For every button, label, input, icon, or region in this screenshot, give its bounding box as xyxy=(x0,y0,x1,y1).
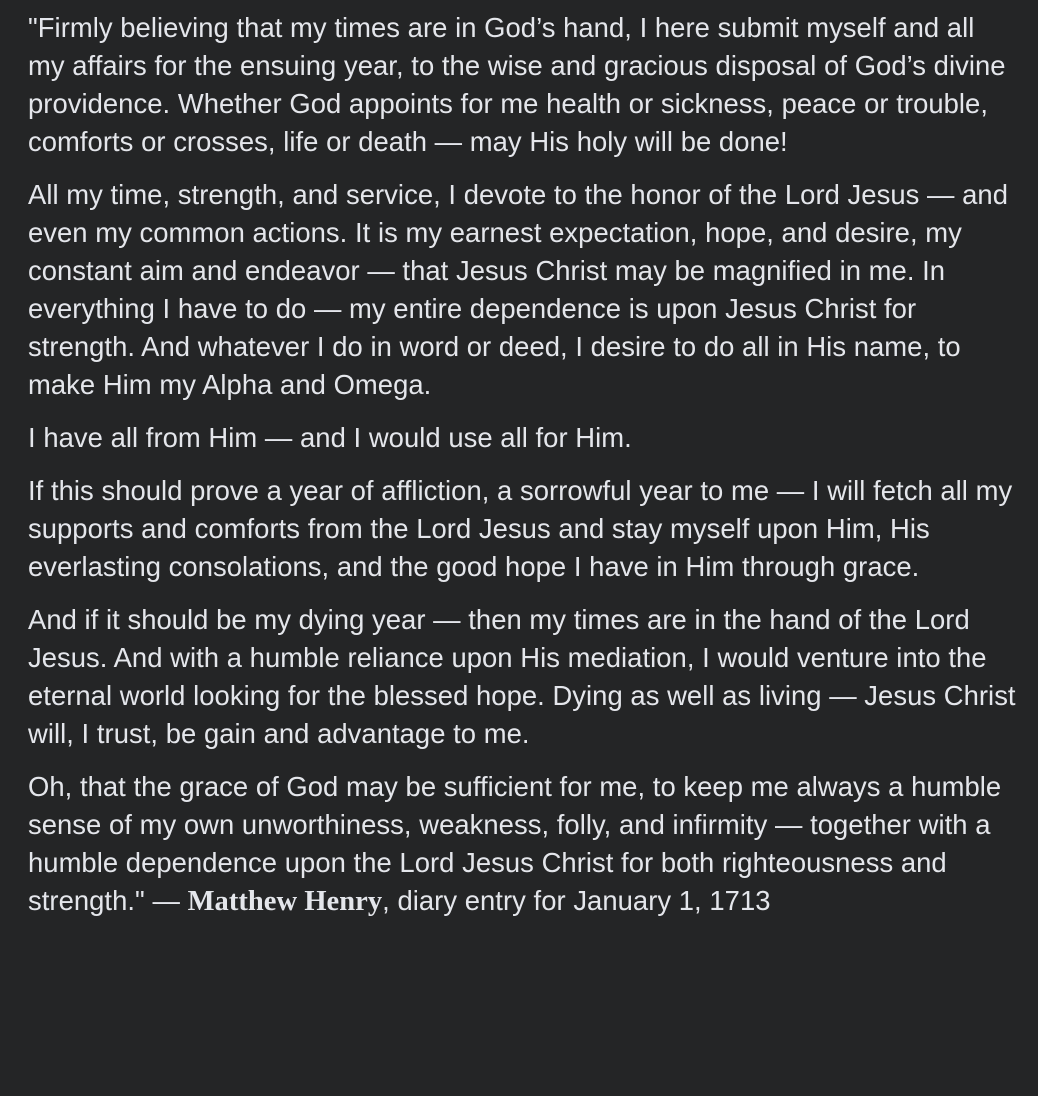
attribution-text: , diary entry for January 1, 1713 xyxy=(382,885,771,916)
quote-closing-paragraph xyxy=(28,768,1018,921)
author-name: Matthew Henry xyxy=(187,886,383,917)
quote-paragraph-1: "Firmly believing that my times are in God’s hand, I here submit myself and all my affairs for the ensuing year, to the wise and gracious disposal of God’s divine providence. Whether God appoints for me health or sickness, peace or trouble, comforts or crosses, life or death — may His holy will be done! xyxy=(28,12,1006,157)
quote-paragraph-4: If this should prove a year of affliction, a sorrowful year to me — I will fetch all my supports and comforts from the Lord Jesus and stay myself upon Him, His everlasting consolations, and the good hope I have in Him through grace. xyxy=(28,475,1013,582)
quote-paragraph-2: All my time, strength, and service, I devote to the honor of the Lord Jesus — and even my common actions. It is my earnest expectation, hope, and desire, my constant aim and endeavor — that Jesus Christ may be magnified in me. In everything I have to do — my entire dependence is upon Jesus Christ for strength. And whatever I do in word or deed, I desire to do all in His name, to make Him my Alpha and Omega. xyxy=(28,179,1008,400)
quote-paragraph-5: And if it should be my dying year — then my times are in the hand of the Lord Jesus. And with a humble reliance upon His mediation, I would venture into the eternal world looking for the blessed hope. Dying as well as living — Jesus Christ will, I trust, be gain and advantage to me. xyxy=(28,604,1016,749)
quote-paragraph-3: I have all from Him — and I would use all for Him. xyxy=(28,422,632,453)
post-text xyxy=(28,9,1018,936)
quote-closing-text: Oh, that the grace of God may be sufficient for me, to keep me always a humble sense of my own unworthiness, weakness, folly, and infirmity — together with a humble dependence upon the Lord Jesus Christ for both righteousness and strength." — xyxy=(28,771,1002,916)
